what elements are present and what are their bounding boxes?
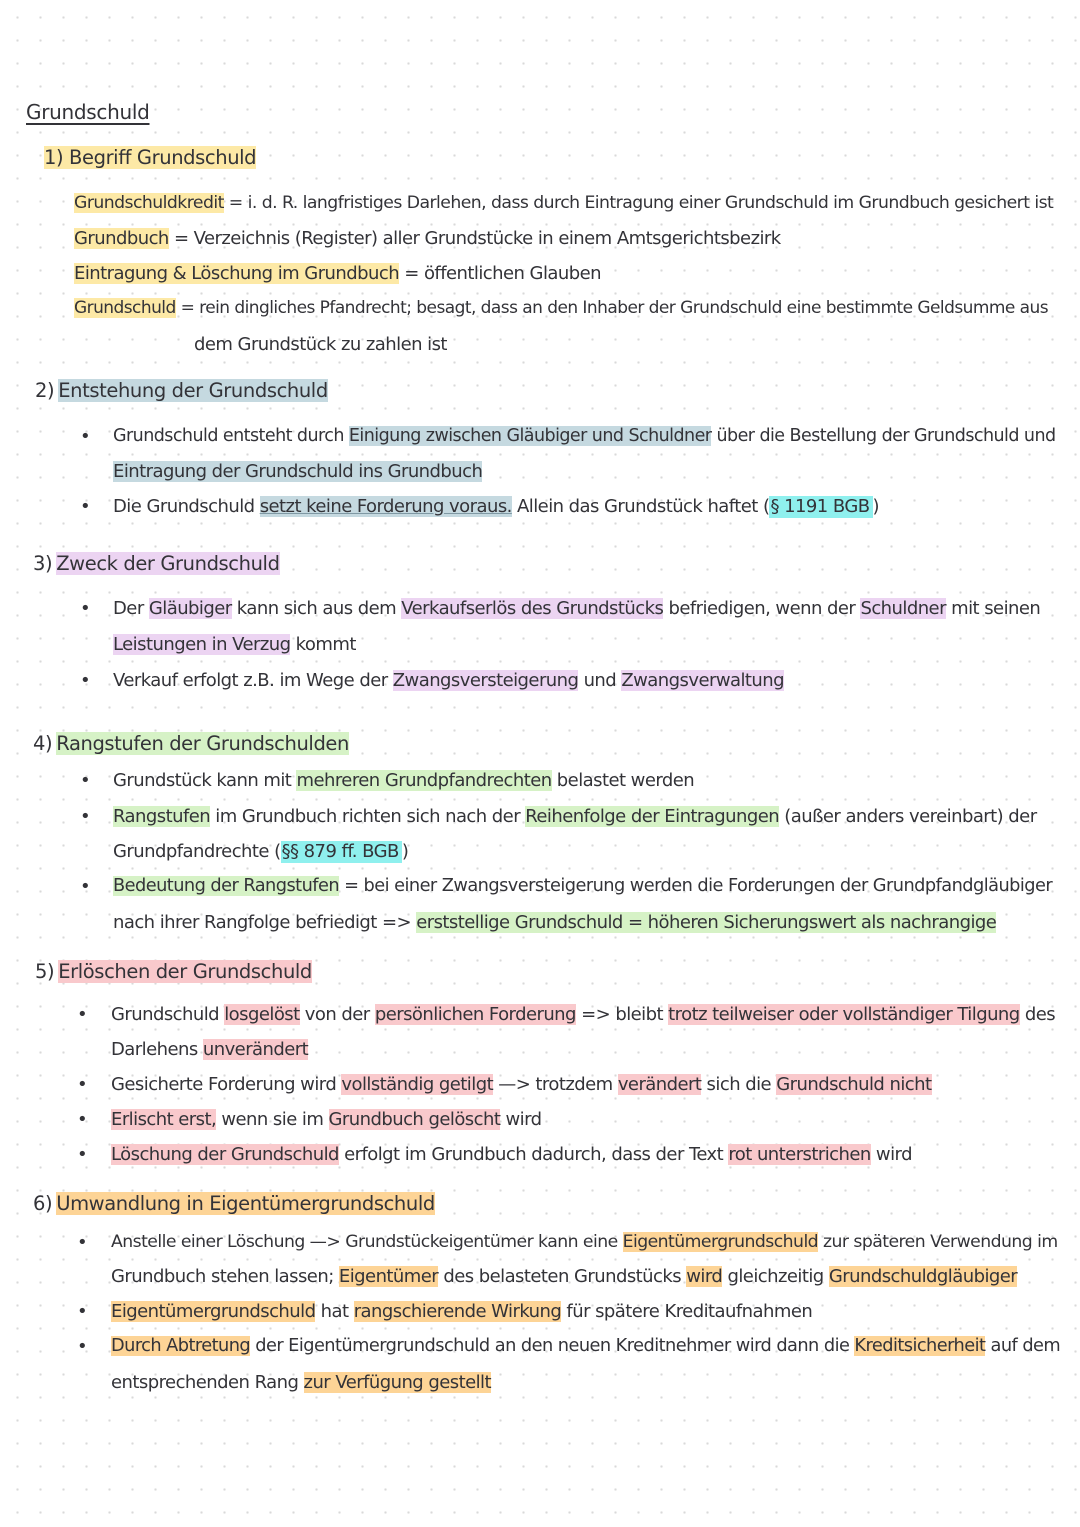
list-item: Die Grundschuld setzt keine Forderung voraus. Allein das Grundstück haftet (§ 1191 BGB ) — [113, 496, 880, 517]
definition-line: Grundschuld = rein dingliches Pfandrecht; besagt, dass an den Inhaber der Grundschuld eine bestimmte Geldsumme aus — [74, 298, 1049, 318]
bullet-icon: • — [77, 1301, 88, 1322]
bullet-icon: • — [80, 426, 91, 447]
bullet-icon: • — [80, 496, 91, 517]
definition-line: Grundbuch = Verzeichnis (Register) aller Grundstücke in einem Amtsgerichtsbezirk — [74, 228, 781, 249]
list-item: Verkauf erfolgt z.B. im Wege der Zwangsversteigerung und Zwangsverwaltung — [113, 670, 785, 691]
list-item: Grundschuld entsteht durch Einigung zwischen Gläubiger und Schuldner über die Bestellung der Grundschuld und — [113, 426, 1056, 446]
list-item-continuation: Leistungen in Verzug kommt — [113, 634, 356, 655]
bullet-icon: • — [77, 1109, 88, 1130]
section-1-heading — [44, 146, 256, 169]
list-item: Grundschuld losgelöst von der persönlichen Forderung => bleibt trotz teilweiser oder vollständiger Tilgung des — [111, 1004, 1056, 1025]
definition-line: Grundschuldkredit = i. d. R. langfristiges Darlehen, dass durch Eintragung einer Grundschuld im Grundbuch gesichert ist — [74, 193, 1054, 213]
list-item-continuation: Grundbuch stehen lassen; Eigentümer des belasteten Grundstücks wird gleichzeitig Grundschuldgläubiger — [111, 1266, 1018, 1287]
list-item: Bedeutung der Rangstufen = bei einer Zwangsversteigerung werden die Forderungen der Grundpfandgläubiger — [113, 876, 1053, 896]
section-4-heading: 4) Rangstufen der Grundschulden — [33, 732, 349, 755]
definition-continuation: dem Grundstück zu zahlen ist — [194, 334, 447, 355]
list-item: Der Gläubiger kann sich aus dem Verkaufserlös des Grundstücks befriedigen, wenn der Schuldner mit seinen — [113, 598, 1041, 619]
list-item: Eigentümergrundschuld hat rangschierende Wirkung für spätere Kreditaufnahmen — [111, 1301, 813, 1322]
bullet-icon: • — [80, 670, 91, 691]
section-6-heading: 6) Umwandlung in Eigentümergrundschuld — [33, 1192, 435, 1215]
list-item-continuation: Eintragung der Grundschuld ins Grundbuch — [113, 461, 483, 482]
bullet-icon: • — [80, 806, 91, 827]
section-3-heading: 3) Zweck der Grundschuld — [33, 552, 280, 575]
list-item-continuation: nach ihrer Rangfolge befriedigt => erststellige Grundschuld = höheren Sicherungswert als nachrangige — [113, 912, 997, 933]
bullet-icon: • — [77, 1336, 88, 1357]
bullet-icon: • — [77, 1232, 88, 1253]
list-item-continuation: Darlehens unverändert — [111, 1039, 309, 1060]
bullet-icon: • — [80, 876, 91, 897]
list-item: Anstelle einer Löschung —> Grundstückeigentümer kann eine Eigentümergrundschuld zur späteren Verwendung im — [111, 1232, 1058, 1252]
definition-line: Eintragung & Löschung im Grundbuch = öffentlichen Glauben — [74, 263, 601, 284]
list-item: Löschung der Grundschuld erfolgt im Grundbuch dadurch, dass der Text rot unterstrichen wird — [111, 1144, 912, 1165]
list-item: Rangstufen im Grundbuch richten sich nach der Reihenfolge der Eintragungen (außer anders vereinbart) der — [113, 806, 1037, 827]
section-1-heading-text: 1) Begriff Grundschuld — [44, 146, 257, 169]
list-item-continuation: entsprechenden Rang zur Verfügung gestellt — [111, 1372, 492, 1393]
section-5-heading: 5) Erlöschen der Grundschuld — [35, 960, 312, 983]
list-item-continuation: Grundpfandrechte (§§ 879 ff. BGB ) — [113, 841, 409, 862]
section-2-heading: 2) Entstehung der Grundschuld — [35, 379, 328, 402]
bullet-icon: • — [77, 1004, 88, 1025]
bullet-icon: • — [80, 770, 91, 791]
list-item: Erlischt erst, wenn sie im Grundbuch gelöscht wird — [111, 1109, 542, 1130]
page-title: Grundschuld — [26, 100, 150, 124]
bullet-icon: • — [77, 1074, 88, 1095]
list-item: Grundstück kann mit mehreren Grundpfandrechten belastet werden — [113, 770, 695, 791]
list-item: Durch Abtretung der Eigentümergrundschuld an den neuen Kreditnehmer wird dann die Kreditsicherheit auf dem — [111, 1336, 1061, 1356]
bullet-icon: • — [77, 1144, 88, 1165]
list-item: Gesicherte Forderung wird vollständig getilgt —> trotzdem verändert sich die Grundschuld nicht — [111, 1074, 932, 1095]
bullet-icon: • — [80, 598, 91, 619]
